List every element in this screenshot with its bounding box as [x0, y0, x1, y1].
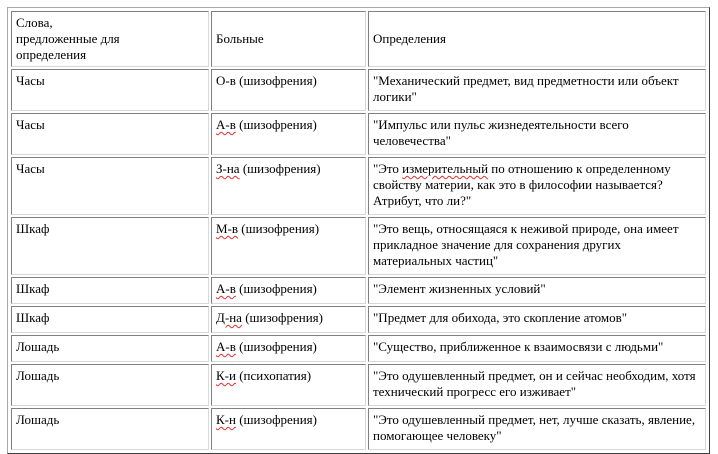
word-cell: Лошадь — [11, 364, 209, 406]
patient-cell — [211, 306, 366, 333]
patient-cell — [211, 335, 366, 362]
patient-code: А-в — [216, 281, 236, 296]
table-row — [11, 306, 706, 333]
patient-diagnosis: (шизофрения) — [235, 339, 317, 354]
definition-cell: "Элемент жизненных условий" — [368, 277, 706, 304]
word-cell: Лошадь — [11, 335, 209, 362]
patient-code: О-в — [216, 73, 236, 88]
patient-diagnosis: (психопатия) — [235, 368, 312, 383]
word-cell: Часы — [11, 69, 209, 111]
word-cell: Шкаф — [11, 277, 209, 304]
table-header-row — [11, 11, 706, 67]
word-cell: Шкаф — [11, 217, 209, 275]
table-row — [11, 69, 706, 111]
word-cell: Часы — [11, 113, 209, 155]
definition-cell — [368, 157, 706, 215]
table-row — [11, 277, 706, 304]
header-words-line2: предложенные для — [16, 30, 120, 46]
header-words-line3: определения — [16, 46, 87, 62]
definition-misspelled-word: измерительный — [402, 161, 489, 176]
header-patients: Больные — [211, 11, 366, 67]
patient-diagnosis: (шизофрения) — [235, 412, 317, 427]
patient-code: М-в — [216, 221, 239, 236]
patient-code: А-в — [216, 339, 236, 354]
header-definitions: Определения — [368, 11, 706, 67]
definition-cell: "Это одушевленный предмет, нет, лучше сказать, явление, помогающее человеку" — [368, 408, 706, 450]
patient-code: Д-на — [216, 310, 242, 325]
patient-cell — [211, 69, 366, 111]
patient-diagnosis: (шизофрения) — [235, 73, 317, 88]
patient-cell — [211, 408, 366, 450]
table-row — [11, 113, 706, 155]
word-cell: Шкаф — [11, 306, 209, 333]
patient-cell — [211, 364, 366, 406]
patient-code: К-н — [216, 412, 236, 427]
word-cell: Часы — [11, 157, 209, 215]
header-words-line1: Слова, — [16, 14, 53, 30]
patient-cell — [211, 157, 366, 215]
patient-code: А-в — [216, 117, 236, 132]
patient-cell — [211, 113, 366, 155]
patient-diagnosis: (шизофрения) — [235, 281, 317, 296]
patient-diagnosis: (шизофрения) — [239, 161, 321, 176]
table-row — [11, 335, 706, 362]
patient-code: К-и — [216, 368, 236, 383]
patient-code: З-на — [216, 161, 240, 176]
header-words — [11, 11, 209, 67]
definition-text: "Это — [373, 161, 403, 176]
table-row — [11, 408, 706, 450]
table-row — [11, 364, 706, 406]
definitions-table-frame — [7, 7, 710, 454]
patient-diagnosis: (шизофрения) — [241, 310, 323, 325]
definition-cell: "Импульс или пульс жизнедеятельности всего человечества" — [368, 113, 706, 155]
patient-diagnosis: (шизофрения) — [238, 221, 320, 236]
definition-cell: "Предмет для обихода, это скопление атомов" — [368, 306, 706, 333]
definition-cell: "Это одушевленный предмет, он и сейчас необходим, хотя технический прогресс его изживает" — [368, 364, 706, 406]
definition-text: по отношению к определенному свойству материи, как это в философии называется? Атрибут, что ли?" — [373, 161, 671, 208]
table-row — [11, 157, 706, 215]
patient-cell — [211, 217, 366, 275]
definitions-table — [9, 9, 708, 452]
patient-diagnosis: (шизофрения) — [235, 117, 317, 132]
patient-cell — [211, 277, 366, 304]
definition-cell: "Механический предмет, вид предметности или объект логики" — [368, 69, 706, 111]
definition-cell: "Это вещь, относящаяся к неживой природе, она имеет прикладное значение для сохранения других материальных частиц" — [368, 217, 706, 275]
definition-cell: "Существо, приближенное к взаимосвязи с людьми" — [368, 335, 706, 362]
table-row — [11, 217, 706, 275]
word-cell: Лошадь — [11, 408, 209, 450]
